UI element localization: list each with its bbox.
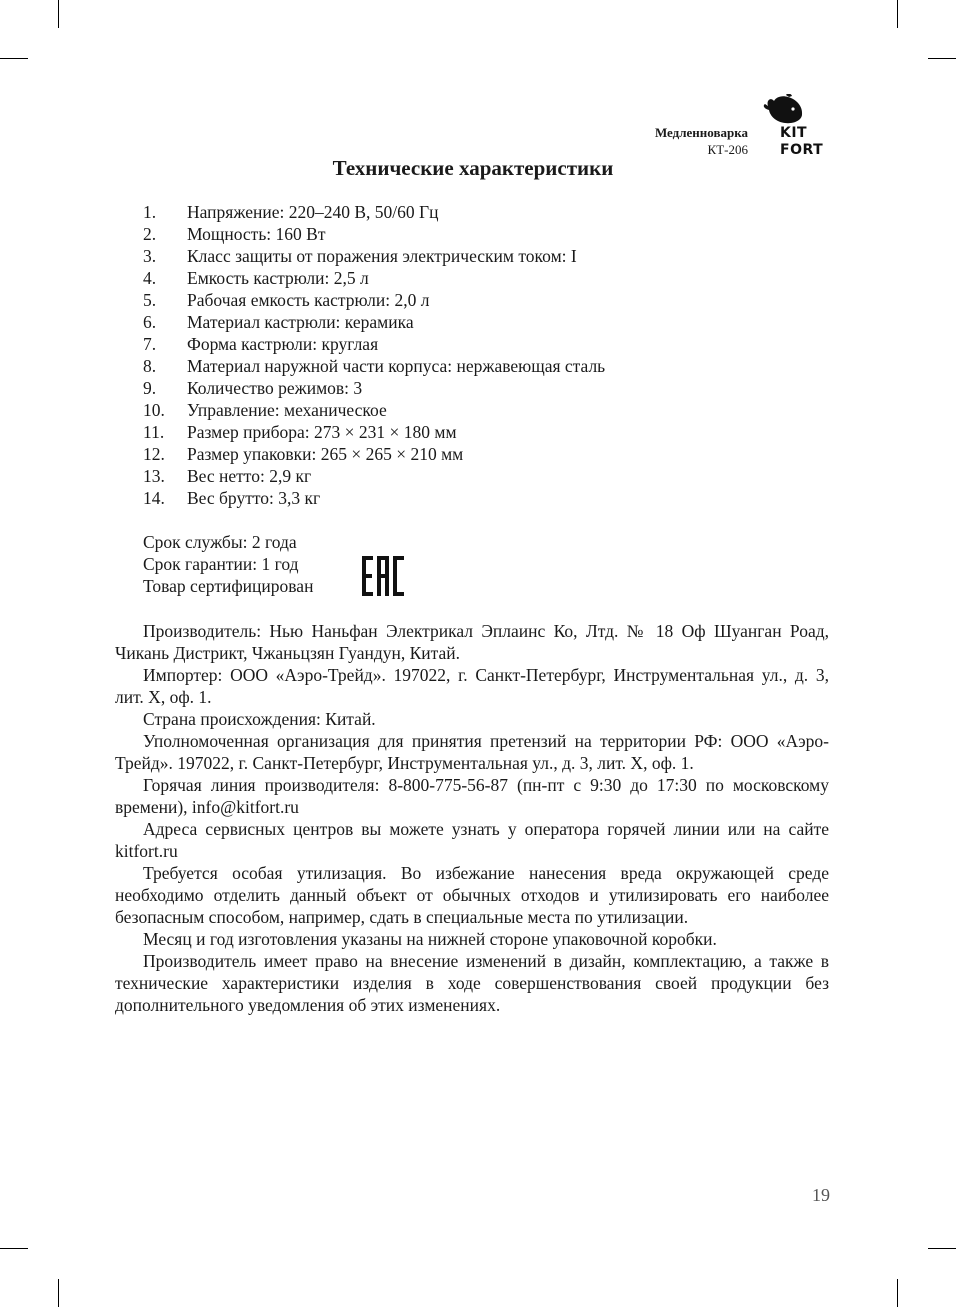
logo-text-fort: FORT [780, 142, 824, 158]
origin-paragraph: Страна происхождения: Китай. [143, 709, 376, 729]
spec-number: 4. [143, 268, 157, 288]
spec-number: 1. [143, 202, 157, 222]
manufacture-date-paragraph: Месяц и год изготовления указаны на нижней стороне упаковочной коробки. [143, 929, 717, 949]
spec-text: Размер прибора: 273 × 231 × 180 мм [187, 422, 457, 442]
spec-item [143, 377, 605, 399]
importer-paragraph: Импортер: ООО «Аэро-Трейд». 197022, г. Санкт-Петербург, Инструментальная ул., д. 3, лит. Х, оф. 1. [115, 665, 829, 707]
spec-item [143, 399, 605, 421]
manufacturer-paragraph: Производитель: Нью Наньфан Электрикал Эплаинс Ко, Лтд. № 18 Оф Шуанган Роад, Чикань Дистрикт, Чжаньцзян Гуандун, Китай. [115, 621, 829, 663]
service-info [143, 531, 313, 597]
spec-list [143, 201, 605, 509]
page-title: Технические характеристики [332, 156, 614, 180]
spec-number: 6. [143, 312, 157, 332]
spec-text: Размер упаковки: 265 × 265 × 210 мм [187, 444, 464, 464]
disposal-paragraph: Требуется особая утилизация. Во избежание нанесения вреда окружающей среде необходимо отделить данный объект от обычных отходов и утилизировать его наиболее безопасным способом, например, сдать в специальные места по утилизации. [115, 863, 829, 927]
spec-number: 13. [143, 466, 165, 486]
page-number: 19 [812, 1185, 830, 1205]
spec-text: Класс защиты от поражения электрическим током: I [187, 246, 577, 266]
product-header [655, 124, 748, 158]
crop-mark [897, 1279, 898, 1307]
crop-mark [0, 58, 28, 59]
spec-item [143, 201, 605, 223]
service-life: Срок службы: 2 года [143, 532, 297, 552]
crop-mark [0, 1248, 28, 1249]
spec-item [143, 289, 605, 311]
spec-text: Рабочая емкость кастрюли: 2,0 л [187, 290, 430, 310]
spec-item [143, 487, 605, 509]
changes-disclaimer-paragraph: Производитель имеет право на внесение изменений в дизайн, комплектацию, а также в технические характеристики изделия в ходе совершенствования своей продукции без дополнительного уведомления об этих изменениях. [115, 951, 829, 1015]
spec-text: Емкость кастрюли: 2,5 л [187, 268, 369, 288]
spec-text: Материал наружной части корпуса: нержавеющая сталь [187, 356, 606, 376]
kitfort-logo [762, 94, 832, 158]
spec-text: Количество режимов: 3 [187, 378, 363, 398]
logo-text-kit: KIT [780, 125, 808, 141]
eac-certification-mark [362, 556, 404, 601]
spec-text: Управление: механическое [187, 400, 387, 420]
spec-number: 7. [143, 334, 157, 354]
crop-mark [58, 0, 59, 28]
spec-item [143, 333, 605, 355]
spec-item [143, 465, 605, 487]
warranty-period: Срок гарантии: 1 год [143, 554, 299, 574]
spec-text: Мощность: 160 Вт [187, 224, 326, 244]
whale-icon [762, 94, 806, 124]
spec-number: 3. [143, 246, 157, 266]
spec-number: 14. [143, 488, 165, 508]
spec-item [143, 245, 605, 267]
spec-item [143, 311, 605, 333]
spec-text: Вес брутто: 3,3 кг [187, 488, 321, 508]
spec-text: Материал кастрюли: керамика [187, 312, 414, 332]
eac-icon [362, 556, 404, 596]
spec-number: 8. [143, 356, 157, 376]
crop-mark [928, 58, 956, 59]
crop-mark [897, 0, 898, 28]
hotline-paragraph: Горячая линия производителя: 8-800-775-56-87 (пн-пт с 9:30 до 17:30 по московскому времени), info@kitfort.ru [115, 775, 829, 817]
crop-mark [928, 1248, 956, 1249]
service-centers-paragraph: Адреса сервисных центров вы можете узнать у оператора горячей линии или на сайте kitfort.ru [115, 819, 829, 861]
spec-text: Форма кастрюли: круглая [187, 334, 379, 354]
spec-item [143, 267, 605, 289]
spec-number: 12. [143, 444, 165, 464]
spec-item [143, 443, 605, 465]
spec-text: Вес нетто: 2,9 кг [187, 466, 312, 486]
spec-number: 5. [143, 290, 157, 310]
spec-item [143, 355, 605, 377]
spec-item [143, 223, 605, 245]
product-model: КТ-206 [707, 142, 748, 157]
product-name: Медленноварка [654, 125, 748, 140]
spec-number: 11. [143, 422, 165, 442]
spec-text: Напряжение: 220–240 В, 50/60 Гц [187, 202, 439, 222]
certification-note: Товар сертифицирован [143, 576, 314, 596]
legal-info [115, 620, 829, 1016]
spec-number: 2. [143, 224, 157, 244]
spec-number: 10. [143, 400, 165, 420]
spec-number: 9. [143, 378, 157, 398]
crop-mark [58, 1279, 59, 1307]
claims-organization-paragraph: Уполномоченная организация для принятия претензий на территории РФ: ООО «Аэро-Трейд». 197022, г. Санкт-Петербург, Инструментальная ул., д. 3, лит. Х, оф. 1. [115, 731, 829, 773]
spec-item [143, 421, 605, 443]
